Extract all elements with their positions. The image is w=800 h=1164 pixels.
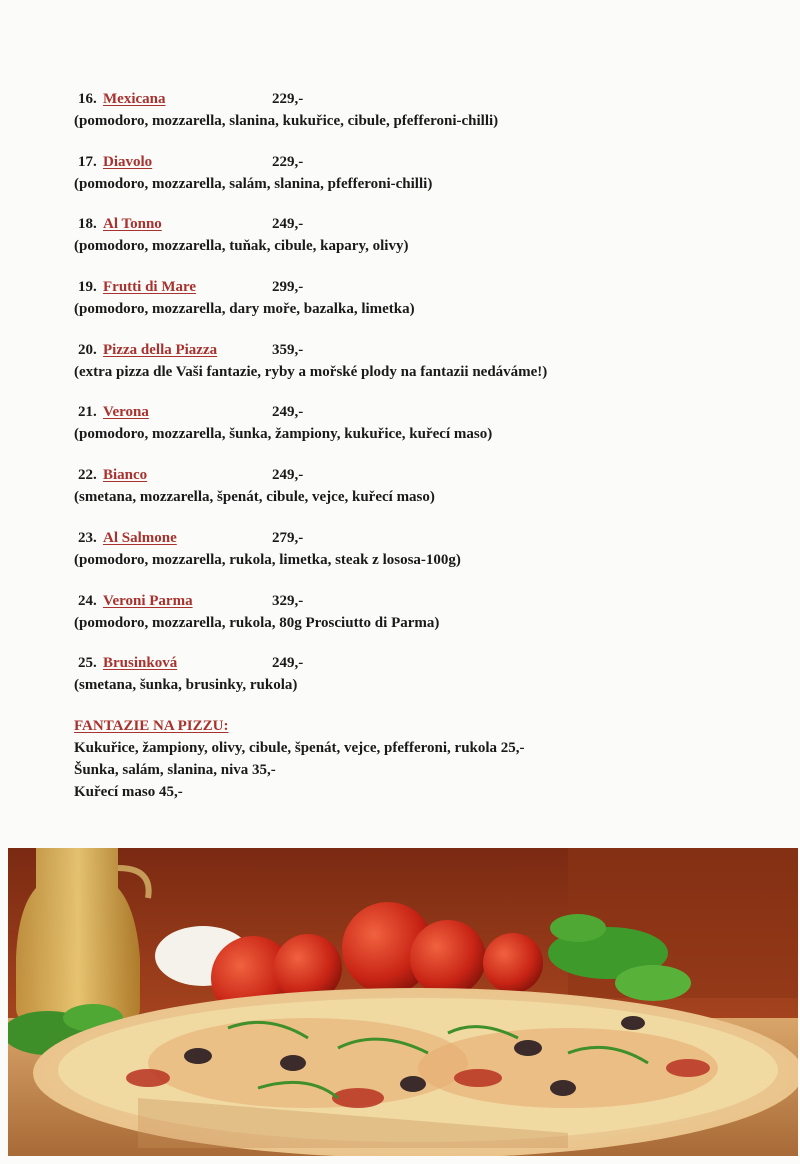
item-price: 249,- <box>272 404 304 421</box>
pizza-photo <box>8 848 798 1156</box>
item-price: 299,- <box>272 279 304 296</box>
item-description: (smetana, šunka, brusinky, rukola) <box>74 677 298 694</box>
menu-item <box>74 527 774 590</box>
item-name: Veroni Parma <box>103 592 193 609</box>
item-number: 22. <box>78 467 97 484</box>
menu-item <box>74 401 774 464</box>
item-name: Bianco <box>103 467 148 484</box>
item-name: Mexicana <box>103 91 166 107</box>
item-name: Frutti di Mare <box>103 279 197 296</box>
item-name: Al Tonno <box>103 216 162 233</box>
pizza-photo-illustration <box>8 848 798 1156</box>
menu-item <box>74 464 774 527</box>
menu-item <box>74 88 774 151</box>
pizza-extras <box>74 715 525 803</box>
item-number: 20. <box>78 341 97 358</box>
item-number: 25. <box>78 655 97 672</box>
item-description: (pomodoro, mozzarella, šunka, žampiony, kukuřice, kuřecí maso) <box>74 426 493 443</box>
item-number: 21. <box>78 404 97 421</box>
item-number: 19. <box>78 279 97 296</box>
item-description: (pomodoro, mozzarella, tuňak, cibule, kapary, olivy) <box>74 238 409 255</box>
menu-item <box>74 339 774 402</box>
item-name: Al Salmone <box>103 529 177 546</box>
item-name: Diavolo <box>103 153 153 170</box>
item-number: 24. <box>78 592 97 609</box>
extras-line: Kuřecí maso 45,- <box>74 784 183 800</box>
item-description: (pomodoro, mozzarella, rukola, limetka, steak z lososa-100g) <box>74 551 461 568</box>
item-price: 229,- <box>272 91 304 107</box>
pizza-menu-list <box>74 88 774 715</box>
item-name: Pizza della Piazza <box>103 341 218 358</box>
item-price: 279,- <box>272 529 304 546</box>
item-price: 229,- <box>272 153 304 170</box>
menu-item <box>74 213 774 276</box>
item-description: (pomodoro, mozzarella, dary moře, bazalka, limetka) <box>74 301 415 318</box>
item-description: (pomodoro, mozzarella, rukola, 80g Prosciutto di Parma) <box>74 614 440 631</box>
item-number: 16. <box>78 91 97 107</box>
item-price: 249,- <box>272 655 304 672</box>
menu-item <box>74 590 774 653</box>
extras-line: Šunka, salám, slanina, niva 35,- <box>74 762 276 778</box>
menu-item <box>74 276 774 339</box>
item-description: (smetana, mozzarella, špenát, cibule, vejce, kuřecí maso) <box>74 489 435 506</box>
menu-item <box>74 151 774 214</box>
item-description: (pomodoro, mozzarella, slanina, kukuřice, cibule, pfefferoni-chilli) <box>74 113 499 129</box>
item-description: (pomodoro, mozzarella, salám, slanina, pfefferoni-chilli) <box>74 175 433 192</box>
item-price: 249,- <box>272 216 304 233</box>
extras-line: Kukuřice, žampiony, olivy, cibule, špenát, vejce, pfefferoni, rukola 25,- <box>74 740 525 756</box>
item-price: 359,- <box>272 341 304 358</box>
item-number: 23. <box>78 529 97 546</box>
extras-title: FANTAZIE NA PIZZU: <box>74 718 229 734</box>
item-price: 329,- <box>272 592 304 609</box>
item-price: 249,- <box>272 467 304 484</box>
menu-item <box>74 652 774 715</box>
item-name: Verona <box>103 404 149 421</box>
item-number: 18. <box>78 216 97 233</box>
item-description: (extra pizza dle Vaši fantazie, ryby a mořské plody na fantazii nedáváme!) <box>74 363 548 380</box>
item-name: Brusinková <box>103 655 178 672</box>
item-number: 17. <box>78 153 97 170</box>
